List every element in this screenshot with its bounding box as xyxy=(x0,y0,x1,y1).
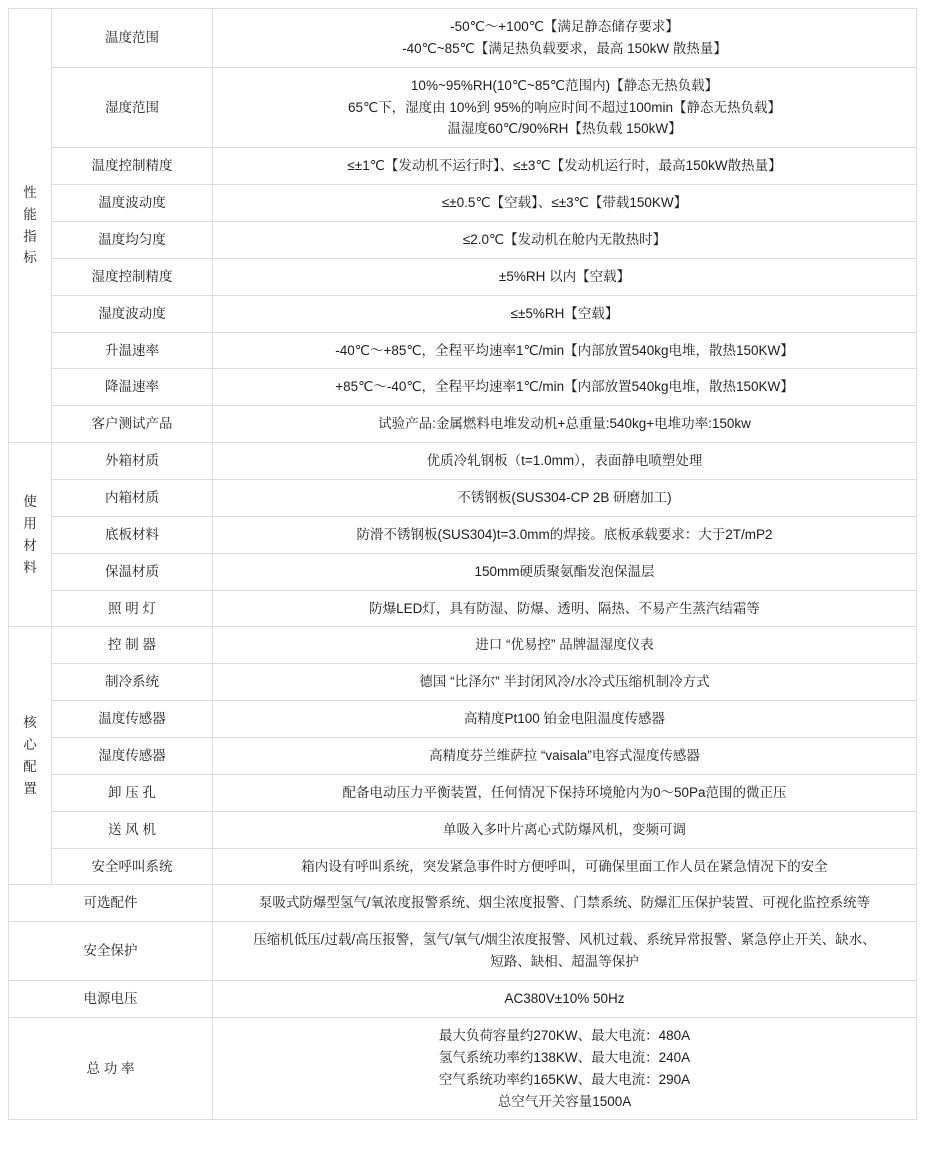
table-row xyxy=(9,185,917,222)
table-row xyxy=(9,738,917,775)
row-value xyxy=(213,258,917,295)
value-line: 不锈钢板(SUS304-CP 2B 研磨加工) xyxy=(457,490,672,506)
row-label: 温度控制精度 xyxy=(52,148,213,185)
row-label: 底板材料 xyxy=(52,516,213,553)
value-line: 进口 “优易控” 品牌温湿度仪表 xyxy=(475,637,654,653)
row-value xyxy=(213,369,917,406)
table-row xyxy=(9,701,917,738)
row-label: 送 风 机 xyxy=(52,811,213,848)
value-line: 德国 “比泽尔” 半封闭风冷/水冷式压缩机制冷方式 xyxy=(419,674,710,690)
specification-table xyxy=(8,8,917,1120)
table-row xyxy=(9,295,917,332)
row-label: 保温材质 xyxy=(52,553,213,590)
row-label: 温度传感器 xyxy=(52,701,213,738)
row-label: 湿度控制精度 xyxy=(52,258,213,295)
value-line: 泵吸式防爆型氢气/氧浓度报警系统、烟尘浓度报警、门禁系统、防爆汇压保护装置、可视化监控系统等 xyxy=(258,895,871,911)
table-row xyxy=(9,848,917,885)
group-label-core-config xyxy=(9,627,52,885)
row-value xyxy=(213,480,917,517)
value-line: ≤±1℃【发动机不运行时】、≤±3℃【发动机运行时，最高150kW散热量】 xyxy=(347,158,782,174)
row-label: 温度均匀度 xyxy=(52,222,213,259)
row-value xyxy=(213,701,917,738)
group-label-text: 性能指标 xyxy=(23,184,37,266)
table-row xyxy=(9,9,917,68)
table-row xyxy=(9,148,917,185)
row-value xyxy=(213,332,917,369)
table-row xyxy=(9,627,917,664)
row-value xyxy=(213,67,917,148)
value-line: 试验产品:金属燃料电堆发动机+总重量:540kg+电堆功率:150kw xyxy=(378,416,751,432)
row-label: 湿度传感器 xyxy=(52,738,213,775)
row-value xyxy=(213,738,917,775)
row-value xyxy=(213,848,917,885)
row-label: 安全呼叫系统 xyxy=(52,848,213,885)
row-label: 卸 压 孔 xyxy=(52,774,213,811)
value-line: 150mm硬质聚氨酯发泡保温层 xyxy=(474,563,655,579)
table-row xyxy=(9,332,917,369)
row-value xyxy=(213,553,917,590)
row-label: 制冷系统 xyxy=(52,664,213,701)
value-line: 压缩机低压/过载/高压报警，氢气/氧气/烟尘浓度报警、风机过载、系统异常报警、紧急停止开关、缺水、 xyxy=(253,932,876,948)
group-label-text: 核心配置 xyxy=(23,715,37,796)
value-line: ≤±0.5℃【空载】、≤±3℃【带载150KW】 xyxy=(441,195,688,211)
row-value xyxy=(213,885,917,922)
table-row xyxy=(9,1017,917,1119)
row-value xyxy=(213,516,917,553)
value-line: 高精度Pt100 铂金电阻温度传感器 xyxy=(463,711,666,727)
row-value xyxy=(213,981,917,1018)
row-value xyxy=(213,1017,917,1119)
value-line: AC380V±10% 50Hz xyxy=(504,991,625,1007)
value-line: -50℃～+100℃【满足静态储存要求】 xyxy=(450,19,679,34)
row-label: 升温速率 xyxy=(52,332,213,369)
table-row xyxy=(9,406,917,443)
table-row xyxy=(9,590,917,627)
value-line: -40℃～+85℃，全程平均速率1℃/min【内部放置540kg电堆，散热150KW】 xyxy=(335,342,794,358)
value-line: 氢气系统功率约138KW、最大电流：240A xyxy=(438,1049,691,1065)
table-row xyxy=(9,981,917,1018)
row-value xyxy=(213,774,917,811)
value-line: 箱内设有呼叫系统，突发紧急事件时方便呼叫，可确保里面工作人员在紧急情况下的安全 xyxy=(301,858,828,874)
row-label: 内箱材质 xyxy=(52,480,213,517)
row-value xyxy=(213,9,917,68)
table-row xyxy=(9,443,917,480)
group-label-performance xyxy=(9,9,52,443)
table-row xyxy=(9,369,917,406)
row-value xyxy=(213,406,917,443)
row-label: 总 功 率 xyxy=(9,1017,213,1119)
value-line: 总空气开关容量1500A xyxy=(497,1093,632,1109)
row-value xyxy=(213,627,917,664)
group-label-text: 使用材料 xyxy=(23,494,37,575)
row-label: 可选配件 xyxy=(9,885,213,922)
table-row xyxy=(9,222,917,259)
row-value xyxy=(213,185,917,222)
value-line: +85℃～-40℃，全程平均速率1℃/min【内部放置540kg电堆，散热150KW】 xyxy=(335,379,794,395)
row-label: 降温速率 xyxy=(52,369,213,406)
row-label: 外箱材质 xyxy=(52,443,213,480)
row-label: 湿度波动度 xyxy=(52,295,213,332)
value-line: 配备电动压力平衡装置，任何情况下保持环境舱内为0～50Pa范围的微正压 xyxy=(342,784,787,800)
table-row xyxy=(9,553,917,590)
value-line: 单吸入多叶片离心式防爆风机，变频可调 xyxy=(443,821,686,837)
value-line: 防滑不锈钢板(SUS304)t=3.0mm的焊接。底板承载要求：大于2T/mP2 xyxy=(356,526,773,542)
value-line: 10%~95%RH(10℃~85℃范围内)【静态无热负载】 xyxy=(410,77,719,93)
row-label: 温度范围 xyxy=(52,9,213,68)
value-line: -40℃~85℃【满足热负载要求，最高 150kW 散热量】 xyxy=(402,40,727,56)
table-row xyxy=(9,774,917,811)
value-line: 优质冷轧钢板（t=1.0mm），表面静电喷塑处理 xyxy=(426,453,703,469)
table-row xyxy=(9,885,917,922)
value-line: 65℃下，湿度由 10%到 95%的响应时间不超过100min【静态无热负载】 xyxy=(348,99,781,115)
value-line: ±5%RH 以内【空载】 xyxy=(498,268,631,284)
row-label: 客户测试产品 xyxy=(52,406,213,443)
value-line: 高精度芬兰维萨拉 “vaisala”电容式湿度传感器 xyxy=(429,748,700,764)
table-row xyxy=(9,258,917,295)
value-line: ≤2.0℃【发动机在舱内无散热时】 xyxy=(462,232,667,248)
row-value xyxy=(213,664,917,701)
row-label: 湿度范围 xyxy=(52,67,213,148)
row-value xyxy=(213,443,917,480)
value-line: 短路、缺相、超温等保护 xyxy=(490,954,639,970)
row-value xyxy=(213,295,917,332)
row-value xyxy=(213,590,917,627)
value-line: 温湿度60℃/90%RH【热负载 150kW】 xyxy=(447,121,682,137)
row-label: 电源电压 xyxy=(9,981,213,1018)
value-line: 防爆LED灯，具有防湿、防爆、透明、隔热、不易产生蒸汽结霜等 xyxy=(369,600,760,616)
row-value xyxy=(213,148,917,185)
table-row xyxy=(9,664,917,701)
value-line: 最大负荷容量约270KW、最大电流：480A xyxy=(438,1027,691,1043)
value-line: 空气系统功率约165KW、最大电流：290A xyxy=(438,1071,691,1087)
row-label: 控 制 器 xyxy=(52,627,213,664)
row-value xyxy=(213,222,917,259)
table-body xyxy=(9,9,917,1120)
group-label-materials xyxy=(9,443,52,627)
table-row xyxy=(9,480,917,517)
row-label: 安全保护 xyxy=(9,922,213,981)
row-label: 照 明 灯 xyxy=(52,590,213,627)
row-label: 温度波动度 xyxy=(52,185,213,222)
table-row xyxy=(9,811,917,848)
table-row xyxy=(9,516,917,553)
row-value xyxy=(213,922,917,981)
table-row xyxy=(9,922,917,981)
table-row xyxy=(9,67,917,148)
row-value xyxy=(213,811,917,848)
value-line: ≤±5%RH【空载】 xyxy=(510,305,619,321)
